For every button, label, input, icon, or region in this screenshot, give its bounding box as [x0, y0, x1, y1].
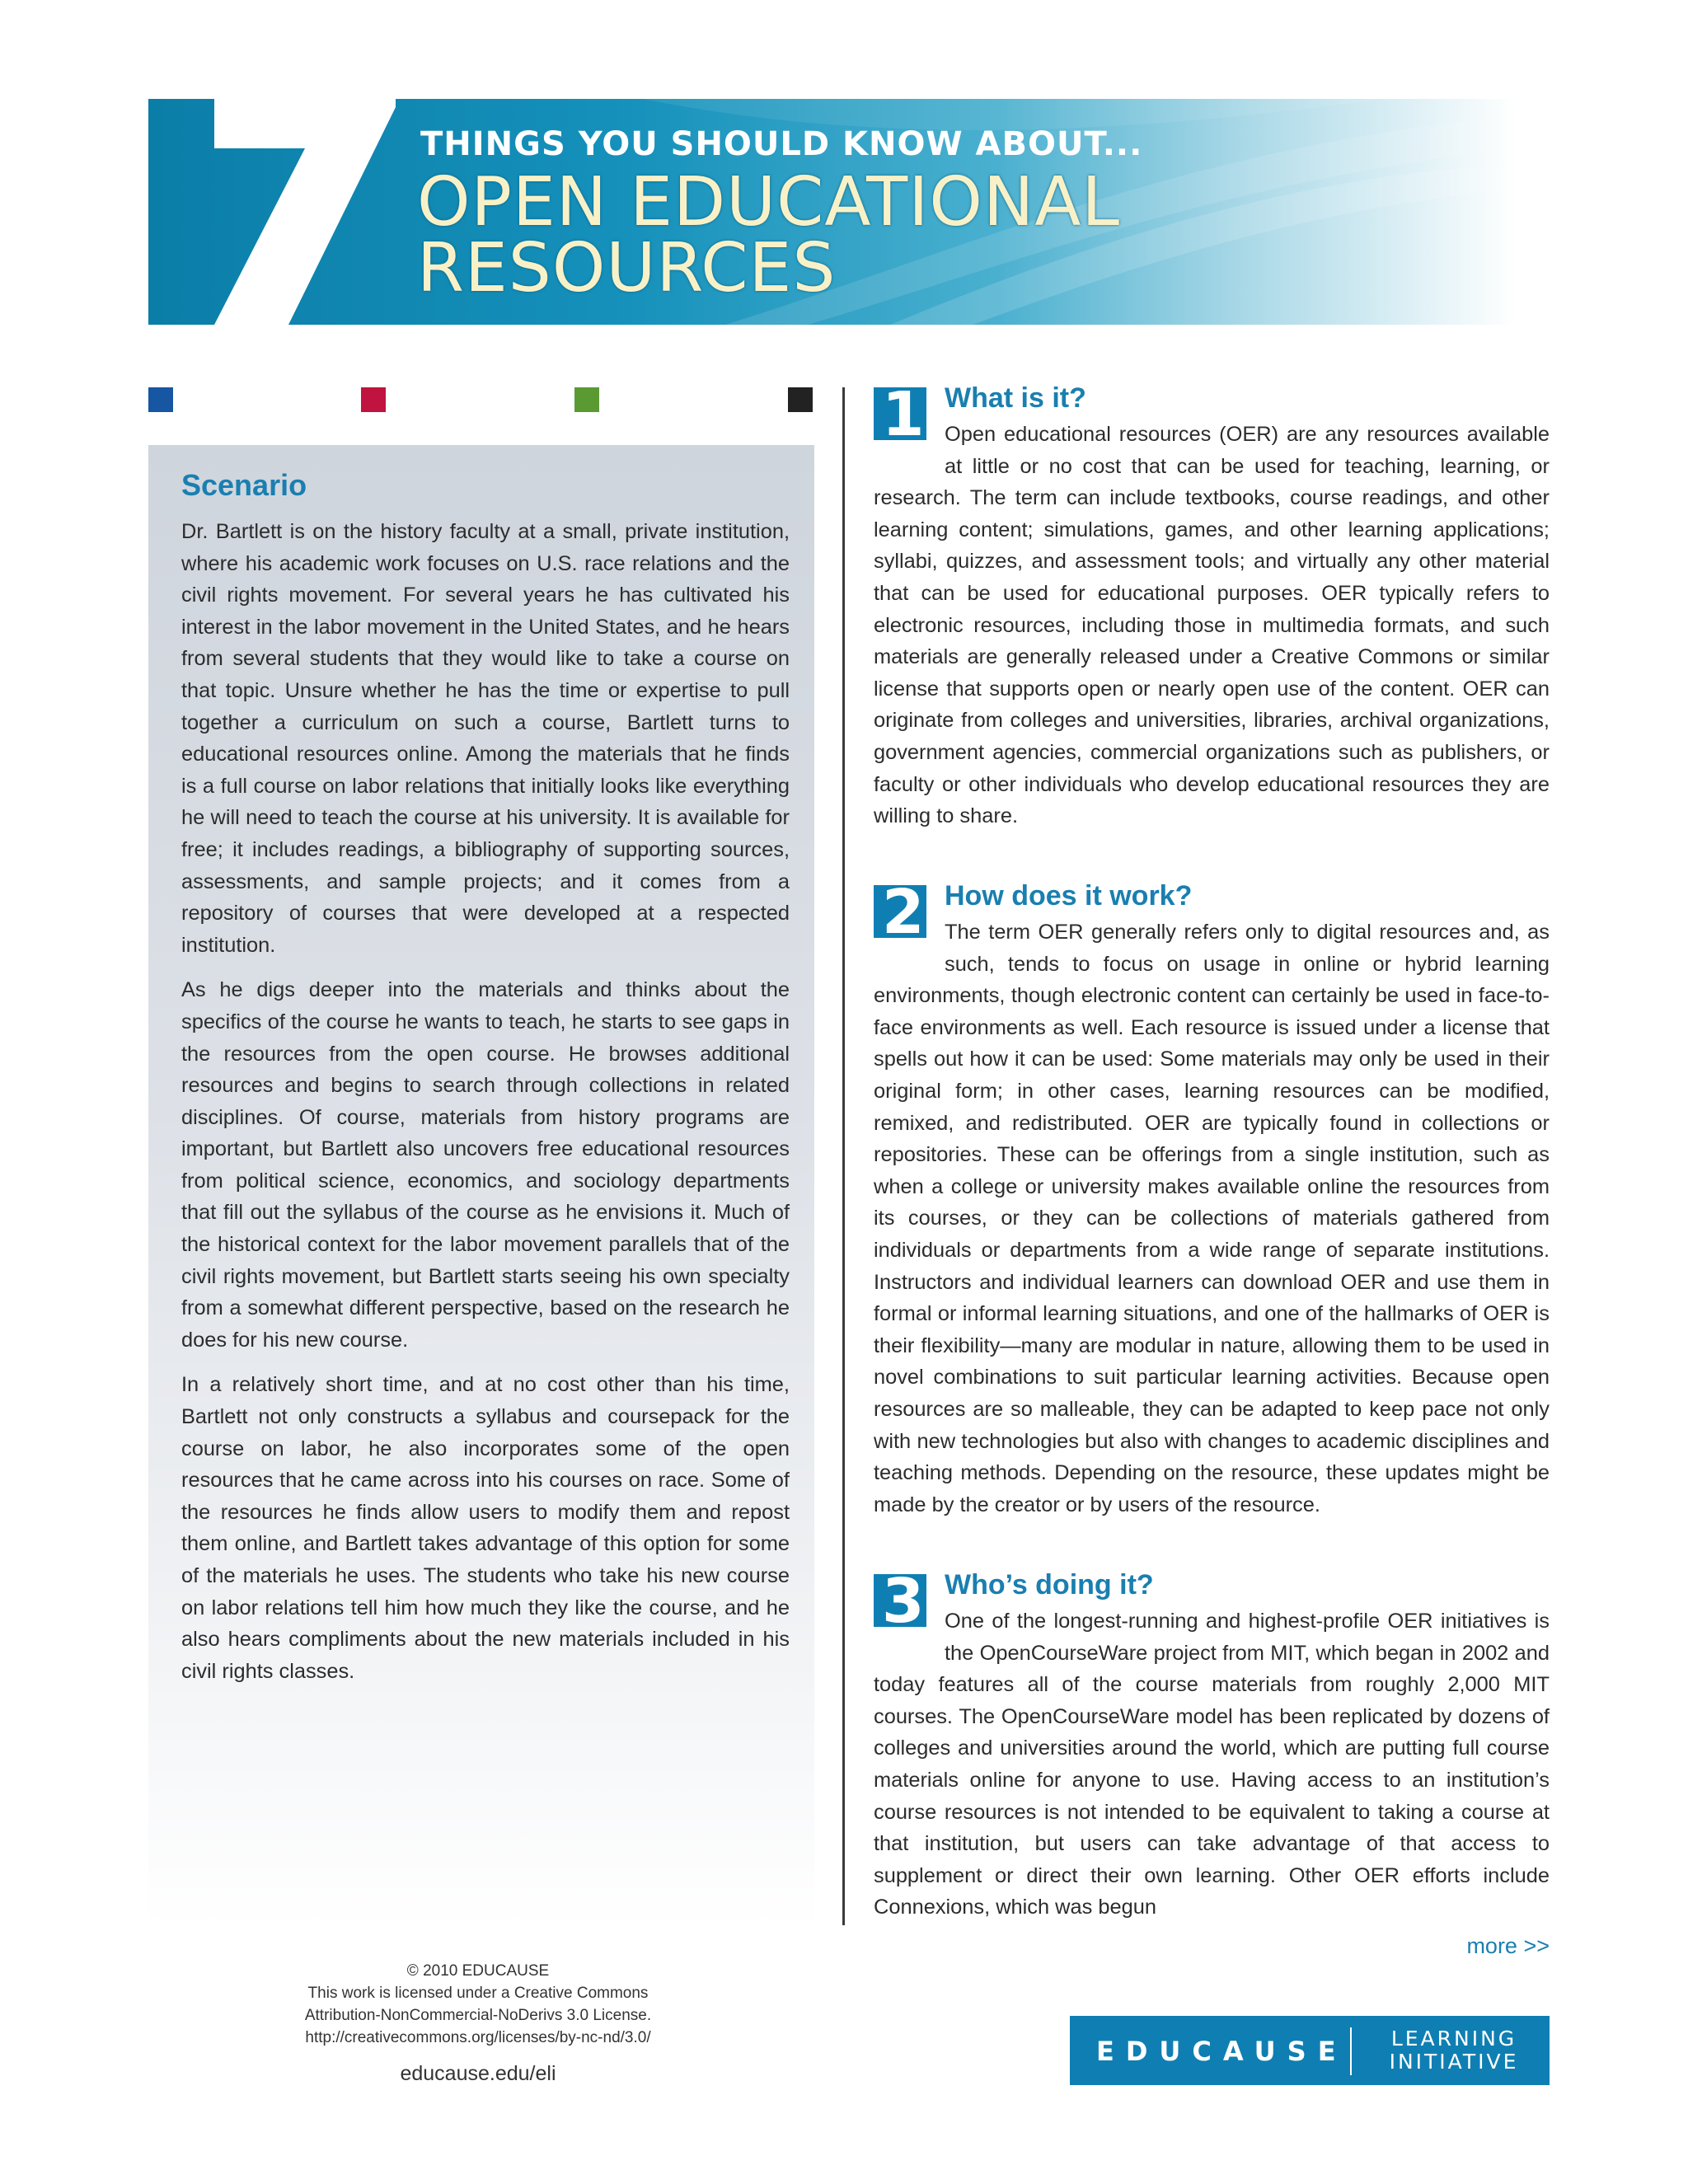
section-heading: Who’s doing it?	[945, 1569, 1154, 1601]
license-text: This work is licensed under a Creative Commons	[307, 1985, 649, 2002]
logo-subtitle	[1372, 2027, 1536, 2074]
number-seven-graphic	[148, 99, 396, 325]
section-number-badge	[874, 885, 926, 938]
scenario-paragraph: As he digs deeper into the materials and thinks about the specifics of the course he wants to teach, he starts to see gaps in the resources from the open course. He browses additional resources and begins to search through collections in related disciplines. Of course, materials from history programs are important, but Bartlett also uncovers free educational resources from political science, economics, and sociology departments that fill out the syllabus of the course as he envisions it. Much of the historical context for the labor movement parallels that of the civil rights movement, but Bartlett starts seeing his own specialty from a somewhat different perspective, based on the research he does for his new course.	[181, 978, 790, 1352]
section-number: 3	[882, 1574, 925, 1627]
section-number-badge	[874, 1574, 926, 1627]
logo-sub-line: LEARNING	[1390, 2027, 1517, 2050]
page-title	[417, 163, 1489, 307]
green-square	[574, 387, 599, 412]
site-url[interactable]: educause.edu/eli	[400, 2062, 556, 2085]
section-text	[874, 1574, 1550, 1924]
section-how-does-it-work	[874, 880, 1550, 1521]
banner-kicker: THINGS YOU SHOULD KNOW ABOUT...	[420, 125, 1143, 163]
title-line-2: RESOURCES	[417, 229, 837, 307]
section-number: 1	[882, 387, 925, 440]
section-number: 2	[882, 885, 925, 938]
section-what-is-it	[874, 382, 1550, 832]
column-divider	[842, 387, 845, 1925]
black-square	[788, 387, 813, 412]
title-line-1: OPEN EDUCATIONAL	[417, 163, 1121, 241]
scenario-paragraph: Dr. Bartlett is on the history faculty at a small, private institution, where his academic work focuses on U.S. race relations and the civil rights movement. For several years he has cultivated his interest in the labor movement in the United States, and he hears from several students that they would like to take a course on that topic. Unsure whether he has the time or expertise to pull together a curriculum on such a course, Bartlett turns to educational resources online. Among the materials that he finds is a full course on labor relations that initially looks like everything he will need to teach the course at his university. It is available for free; it includes readings, a bibliography of supporting sources, assessments, and sample projects; and it comes from a repository of courses that were developed at a respected institution.	[181, 520, 790, 957]
section-text	[874, 387, 1550, 832]
section-body: One of the longest-running and highest-profile OER initiatives is the OpenCourseWare project from MIT, which began in 2002 and today features all of the course materials from roughly 2,000 MIT courses. The OpenCourseWare model has been replicated by dozens of colleges and universities around the world, which are putting full course materials online for anyone to use. Having access to an institution’s course resources is not intended to be equivalent to taking a course at that institution, but users can take advantage of that access to supplement or direct their own learning. Other OER efforts include Connexions, which was begun	[874, 1610, 1550, 1919]
scenario-paragraph: In a relatively short time, and at no cost other than his time, Bartlett not only constructs a syllabus and coursepack for the course on labor, he also incorporates some of the open resources that he came across into his courses on race. Some of the resources he finds allow users to modify them and repost them online, and Bartlett takes advantage of this option for some of the materials he uses. The students who take his new course on labor relations tell him how much they like the course, and he also hears compliments about the new materials included in his civil rights classes.	[181, 1373, 790, 1683]
red-square	[361, 387, 386, 412]
logo-wordmark: EDUCAUSE	[1096, 2036, 1348, 2067]
blue-square	[148, 387, 173, 412]
logo-separator	[1350, 2027, 1352, 2075]
section-number-badge	[874, 387, 926, 440]
scenario-heading: Scenario	[181, 468, 307, 502]
scenario-box	[148, 445, 814, 1929]
license-url[interactable]: http://creativecommons.org/licenses/by-nc-nd/3.0/	[305, 2029, 651, 2046]
scenario-body	[181, 516, 790, 1700]
license-text: Attribution-NonCommercial-NoDerivs 3.0 License.	[304, 2007, 652, 2024]
section-whos-doing-it	[874, 1569, 1550, 1924]
educause-logo	[1070, 2016, 1550, 2085]
section-text	[874, 885, 1550, 1521]
section-heading: How does it work?	[945, 880, 1193, 912]
section-body: The term OER generally refers only to digital resources and, as such, tends to focus on usage in online or hybrid learning environments, though electronic content can certainly be used in face-to-face environments as well. Each resource is issued under a license that spells out how it can be used: Some materials may only be used in their original form; in other cases, learning resources can be modified, remixed, and redistributed. OER are typically found in collections or repositories. These can be offerings from a single institution, such as when a college or university makes available online the resources from its courses, or they can be collections of materials gathered from individuals or departments from a wide range of separate institutions. Instructors and individual learners can download OER and use them in formal or informal learning situations, and one of the hallmarks of OER is their flexibility—many are modular in nature, allowing them to be used in novel combinations to suit particular learning activities. Because open resources are so malleable, they can be adapted to keep pace not only with new technologies but also with changes to academic disciplines and teaching methods. Depending on the resource, these updates might be made by the creator or by users of the resource.	[874, 921, 1550, 1516]
more-link[interactable]: more >>	[1466, 1933, 1550, 1958]
section-heading: What is it?	[945, 382, 1086, 414]
section-body: Open educational resources (OER) are any resources available at little or no cost that can be used for teaching, learning, or research. The term can include textbooks, course readings, and other learning content; simulations, games, and other learning applications; syllabi, quizzes, and assessment tools; and virtually any other material that can be used for educational purposes. OER typically refers to electronic resources, including those in multimedia formats, and such materials are generally released under a Creative Commons or similar license that supports open or nearly open use of the content. OER can originate from colleges and universities, libraries, archival organizations, government agencies, commercial organizations such as publishers, or faculty or other individuals who develop educational resources they are willing to share.	[874, 423, 1550, 828]
copyright-text: © 2010 EDUCAUSE	[406, 1962, 550, 1980]
logo-sub-line: INITIATIVE	[1389, 2050, 1519, 2074]
license-notice	[214, 1960, 742, 2049]
